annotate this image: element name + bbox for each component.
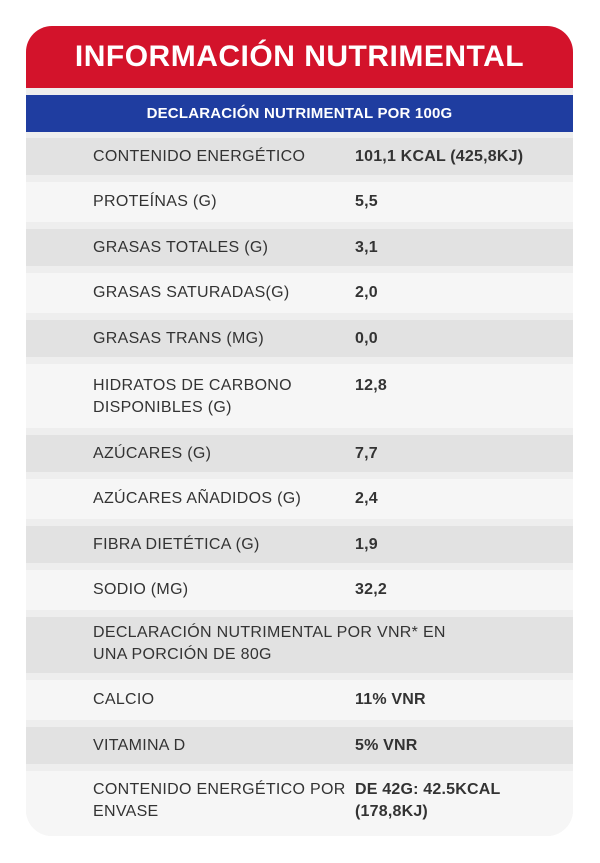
row-label: AZÚCARES AÑADIDOS (G)	[93, 490, 302, 507]
table-row	[26, 435, 573, 472]
row-label: VITAMINA D	[93, 736, 186, 754]
row-value: 7,7	[355, 444, 378, 462]
row-value: 3,1	[355, 238, 378, 256]
row-label: GRASAS SATURADAS(G)	[93, 284, 290, 301]
table-row	[26, 526, 573, 563]
row-label: SODIO (MG)	[93, 581, 189, 598]
row-value: DE 42G: 42.5KCAL (178,8KJ)	[355, 781, 501, 820]
row-value: 5% VNR	[355, 736, 418, 754]
row-value: 5,5	[355, 193, 378, 210]
nutrition-panel	[26, 26, 573, 836]
row-label: GRASAS TOTALES (G)	[93, 238, 269, 256]
row-label: HIDRATOS DE CARBONO DISPONIBLES (G)	[93, 377, 292, 416]
row-value: 12,8	[355, 377, 387, 394]
vnr-heading-row	[26, 617, 573, 673]
table-row	[26, 273, 573, 313]
table-row	[26, 771, 573, 836]
row-label: FIBRA DIETÉTICA (G)	[93, 535, 260, 553]
row-value: 2,4	[355, 490, 378, 507]
table-row	[26, 570, 573, 610]
table-row	[26, 364, 573, 428]
panel-subtitle: DECLARACIÓN NUTRIMENTAL POR 100G	[26, 95, 573, 132]
row-value: 11% VNR	[355, 691, 426, 708]
table-row	[26, 680, 573, 720]
row-label: CONTENIDO ENERGÉTICO	[93, 147, 306, 165]
table-row	[26, 320, 573, 357]
panel-title: INFORMACIÓN NUTRIMENTAL	[26, 26, 573, 88]
row-value: 101,1 KCAL (425,8KJ)	[355, 147, 524, 165]
table-row	[26, 182, 573, 222]
row-value: 32,2	[355, 581, 387, 598]
table-row	[26, 479, 573, 519]
row-value: 0,0	[355, 329, 378, 347]
row-value: 2,0	[355, 284, 378, 301]
row-label: GRASAS TRANS (MG)	[93, 329, 265, 347]
table-row	[26, 138, 573, 175]
row-label: CALCIO	[93, 691, 155, 708]
table-row	[26, 727, 573, 764]
row-label: PROTEÍNAS (G)	[93, 193, 217, 210]
row-label: AZÚCARES (G)	[93, 444, 212, 462]
row-label: CONTENIDO ENERGÉTICO POR ENVASE	[93, 781, 346, 820]
row-value: 1,9	[355, 535, 378, 553]
table-row	[26, 229, 573, 266]
vnr-heading: DECLARACIÓN NUTRIMENTAL POR VNR* EN UNA PORCIÓN DE 80G	[93, 624, 446, 663]
